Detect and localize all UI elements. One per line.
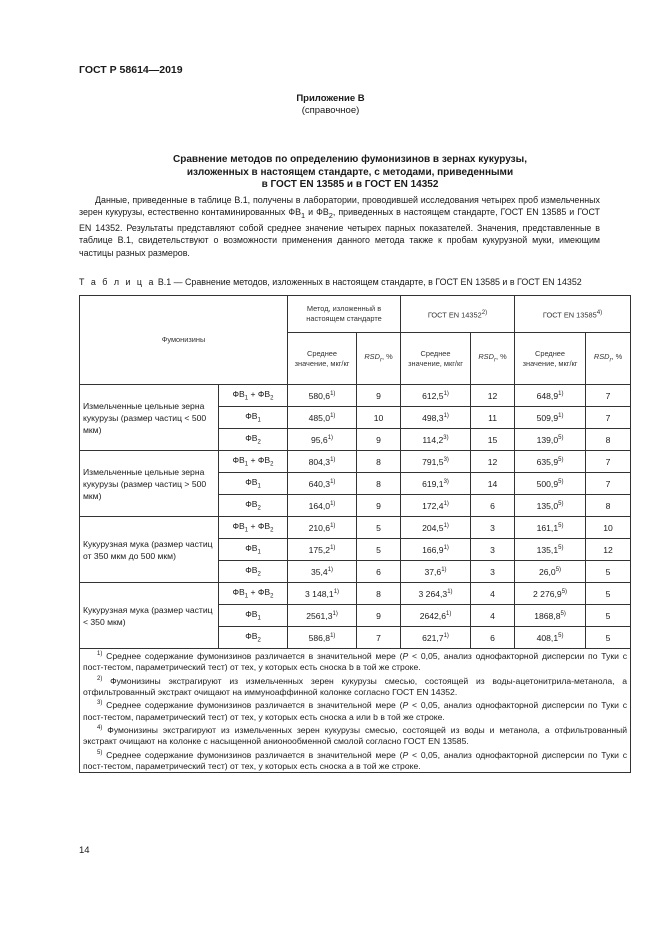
mean-value-cell: 635,9$^{5)}$ <box>515 451 586 473</box>
table-row <box>80 517 631 539</box>
header-method-gost-13585: ГОСТ EN 13585$^{4)}$ <box>515 296 631 333</box>
mean-value-cell: 204,5$^{1)}$ <box>401 517 471 539</box>
mean-value-cell: 580,6$^{1)}$ <box>288 385 357 407</box>
table-body <box>80 385 631 649</box>
rsd-value-cell: 6 <box>471 627 515 649</box>
mean-value-cell: 3 148,1$^{1)}$ <box>288 583 357 605</box>
mean-value-cell: 172,4$^{1)}$ <box>401 495 471 517</box>
mean-value-cell: 175,2$^{1)}$ <box>288 539 357 561</box>
mean-value-cell: 621,7$^{1)}$ <box>401 627 471 649</box>
table-row <box>80 385 631 407</box>
fumonisin-type: $ФВ_2$ <box>219 429 288 451</box>
rsd-value-cell: 9 <box>357 385 401 407</box>
footnote: $^{5)}$ Среднее содержание фумонизинов различается в значительной мере (Р < 0,05, анализ однофакторной дисперсии по Туки с пост-тестом, параметрический тест) от тех, у которых есть сноска а в той же строке. <box>83 749 628 771</box>
rsd-value-cell: 8 <box>357 451 401 473</box>
fumonisin-type: $ФВ_2$ <box>219 561 288 583</box>
group-label: Кукурузная мука (размер частиц < 350 мкм) <box>80 583 219 649</box>
group-label: Измельченные цельные зерна кукурузы (размер частиц > 500 мкм) <box>80 451 219 517</box>
rsd-value-cell: 7 <box>357 627 401 649</box>
footnotes <box>80 649 631 773</box>
subheader-rsd: $RSD_r$, % <box>357 333 401 385</box>
header-method-gost-14352: ГОСТ EN 14352$^{2)}$ <box>401 296 515 333</box>
mean-value-cell: 612,5$^{1)}$ <box>401 385 471 407</box>
footnote: $^{3)}$ Среднее содержание фумонизинов различается в значительной мере (Р < 0,05, анализ однофакторной дисперсии по Туки с пост-тестом, параметрический тест) от тех, у которых есть сноска а или b в той же строке. <box>83 700 628 722</box>
fumonisin-type: $ФВ_1$ <box>219 473 288 495</box>
mean-value-cell: 2642,6$^{1)}$ <box>401 605 471 627</box>
footnote: $^{4)}$ Фумонизины экстрагируют из измельченных зерен кукурузы смесью, состоящей из воды и метанола, а отфильтрованный экстракт очищают на колонке с насыщенной анионообменной смолой согласно ГОСТ EN 13585. <box>83 724 628 747</box>
subheader-mean: Среднее значение, мкг/кг <box>401 333 471 385</box>
mean-value-cell: 485,0$^{1)}$ <box>288 407 357 429</box>
rsd-value-cell: 15 <box>471 429 515 451</box>
mean-value-cell: 500,9$^{5)}$ <box>515 473 586 495</box>
mean-value-cell: 37,6$^{1)}$ <box>401 561 471 583</box>
table-header-row <box>80 296 631 333</box>
footnote: $^{1)}$ Среднее содержание фумонизинов различается в значительной мере (Р < 0,05, анализ однофакторной дисперсии по Туки с пост-тестом, параметрический тест) от тех, у которых есть сноска b в той же строке. <box>83 650 628 673</box>
rsd-value-cell: 8 <box>357 473 401 495</box>
mean-value-cell: 804,3$^{1)}$ <box>288 451 357 473</box>
rsd-value-cell: 3 <box>471 539 515 561</box>
fumonisin-type: $ФВ_2$ <box>219 495 288 517</box>
mean-value-cell: 164,0$^{1)}$ <box>288 495 357 517</box>
mean-value-cell: 135,1$^{5)}$ <box>515 539 586 561</box>
rsd-value-cell: 5 <box>357 517 401 539</box>
rsd-value-cell: 8 <box>357 583 401 605</box>
rsd-value-cell: 9 <box>357 495 401 517</box>
heading-line-1: Сравнение методов по определению фумонизинов в зернах кукурузы, <box>173 154 527 165</box>
mean-value-cell: 648,9$^{1)}$ <box>515 385 586 407</box>
rsd-value-cell: 7 <box>586 473 631 495</box>
mean-value-cell: 161,1$^{5)}$ <box>515 517 586 539</box>
table-caption-prefix: Т а б л и ц а <box>79 277 156 287</box>
rsd-value-cell: 10 <box>586 517 631 539</box>
fumonisin-type: $ФВ_1$ <box>219 539 288 561</box>
table-caption <box>79 277 609 287</box>
heading-line-3: в ГОСТ EN 13585 и в ГОСТ EN 14352 <box>261 179 439 190</box>
rsd-value-cell: 4 <box>471 583 515 605</box>
rsd-value-cell: 11 <box>471 407 515 429</box>
mean-value-cell: 166,9$^{1)}$ <box>401 539 471 561</box>
rsd-value-cell: 10 <box>357 407 401 429</box>
table-row <box>80 583 631 605</box>
mean-value-cell: 408,1$^{5)}$ <box>515 627 586 649</box>
fumonisin-type: $ФВ_1$ <box>219 407 288 429</box>
mean-value-cell: 619,1$^{3)}$ <box>401 473 471 495</box>
subheader-mean: Среднее значение, мкг/кг <box>288 333 357 385</box>
heading-line-2: изложенных в настоящем стандарте, с методами, приведенными <box>186 166 514 178</box>
fumonisin-type: $ФВ_1$ <box>219 605 288 627</box>
intro-paragraph <box>79 194 600 259</box>
rsd-value-cell: 8 <box>586 429 631 451</box>
footnotes-row <box>80 649 631 773</box>
fumonisin-type: $ФВ_1 + ФВ_2$ <box>219 517 288 539</box>
rsd-value-cell: 7 <box>586 385 631 407</box>
subheader-rsd: $RSD_r$, % <box>586 333 631 385</box>
fumonisin-type: $ФВ_1 + ФВ_2$ <box>219 583 288 605</box>
mean-value-cell: 95,6$^{1)}$ <box>288 429 357 451</box>
comparison-table <box>79 295 631 773</box>
table-caption-text: — Сравнение методов, изложенных в настоящем стандарте, в ГОСТ EN 13585 и в ГОСТ EN 14352 <box>171 277 582 287</box>
table-row <box>80 451 631 473</box>
rsd-value-cell: 5 <box>586 583 631 605</box>
section-heading <box>100 154 600 192</box>
page-number: 14 <box>79 845 90 856</box>
mean-value-cell: 114,2$^{3)}$ <box>401 429 471 451</box>
rsd-value-cell: 9 <box>357 429 401 451</box>
subheader-rsd: $RSD_r$, % <box>471 333 515 385</box>
fumonisin-type: $ФВ_1 + ФВ_2$ <box>219 451 288 473</box>
footnote: $^{2)}$ Фумонизины экстрагируют из измельченных зерен кукурузы смесью, состоящей из воды-ацетонитрила-метанола, а отфильтрованный экстракт очищают на иммуноаффинной колонке согласно ГОСТ EN 14352. <box>83 675 628 697</box>
appendix-label <box>0 93 661 117</box>
mean-value-cell: 498,3$^{1)}$ <box>401 407 471 429</box>
mean-value-cell: 586,8$^{1)}$ <box>288 627 357 649</box>
rsd-value-cell: 3 <box>471 517 515 539</box>
mean-value-cell: 2 276,9$^{5)}$ <box>515 583 586 605</box>
mean-value-cell: 35,4$^{1)}$ <box>288 561 357 583</box>
rsd-value-cell: 5 <box>586 605 631 627</box>
rsd-value-cell: 6 <box>357 561 401 583</box>
rsd-value-cell: 5 <box>586 561 631 583</box>
rsd-value-cell: 12 <box>471 385 515 407</box>
header-fumonisins: Фумонизины <box>80 296 288 385</box>
mean-value-cell: 210,6$^{1)}$ <box>288 517 357 539</box>
rsd-value-cell: 8 <box>586 495 631 517</box>
rsd-value-cell: 3 <box>471 561 515 583</box>
appendix-subtitle: (справочное) <box>301 105 360 116</box>
table-caption-number: В.1 <box>157 277 172 287</box>
mean-value-cell: 3 264,3$^{1)}$ <box>401 583 471 605</box>
mean-value-cell: 139,0$^{5)}$ <box>515 429 586 451</box>
mean-value-cell: 509,9$^{1)}$ <box>515 407 586 429</box>
rsd-value-cell: 9 <box>357 605 401 627</box>
mean-value-cell: 1868,8$^{5)}$ <box>515 605 586 627</box>
intro-text: Данные, приведенные в таблице В.1, получены в лаборатории, проводившей исследования четырех проб измельченных зерен кукурузы, естественно контаминированных $ФВ_1$ и $ФВ_2$, приведенных в настоящем стандарте, ГОСТ EN 13585 и ГОСТ EN 14352. Результаты представляют собой среднее значение четырех парных показателей. Значения, представленные в таблице В.1, свидетельствуют о возможности применения данного метода также к пробам кукурузной муки, имеющим частицы разных размеров. <box>79 195 600 258</box>
subheader-mean: Среднее значение, мкг/кг <box>515 333 586 385</box>
rsd-value-cell: 5 <box>357 539 401 561</box>
mean-value-cell: 2561,3$^{1)}$ <box>288 605 357 627</box>
rsd-value-cell: 12 <box>586 539 631 561</box>
mean-value-cell: 135,0$^{5)}$ <box>515 495 586 517</box>
rsd-value-cell: 14 <box>471 473 515 495</box>
rsd-value-cell: 12 <box>471 451 515 473</box>
group-label: Измельченные цельные зерна кукурузы (размер частиц < 500 мкм) <box>80 385 219 451</box>
rsd-value-cell: 4 <box>471 605 515 627</box>
rsd-value-cell: 7 <box>586 407 631 429</box>
fumonisin-type: $ФВ_1 + ФВ_2$ <box>219 385 288 407</box>
rsd-value-cell: 5 <box>586 627 631 649</box>
group-label: Кукурузная мука (размер частиц от 350 мкм до 500 мкм) <box>80 517 219 583</box>
fumonisin-type: $ФВ_2$ <box>219 627 288 649</box>
mean-value-cell: 640,3$^{1)}$ <box>288 473 357 495</box>
header-method-this-standard: Метод, изложенный в настоящем стандарте <box>288 296 401 333</box>
rsd-value-cell: 7 <box>586 451 631 473</box>
mean-value-cell: 26,0$^{5)}$ <box>515 561 586 583</box>
appendix-title: Приложение В <box>296 93 365 104</box>
standard-code: ГОСТ Р 58614—2019 <box>79 64 183 76</box>
mean-value-cell: 791,5$^{3)}$ <box>401 451 471 473</box>
rsd-value-cell: 6 <box>471 495 515 517</box>
